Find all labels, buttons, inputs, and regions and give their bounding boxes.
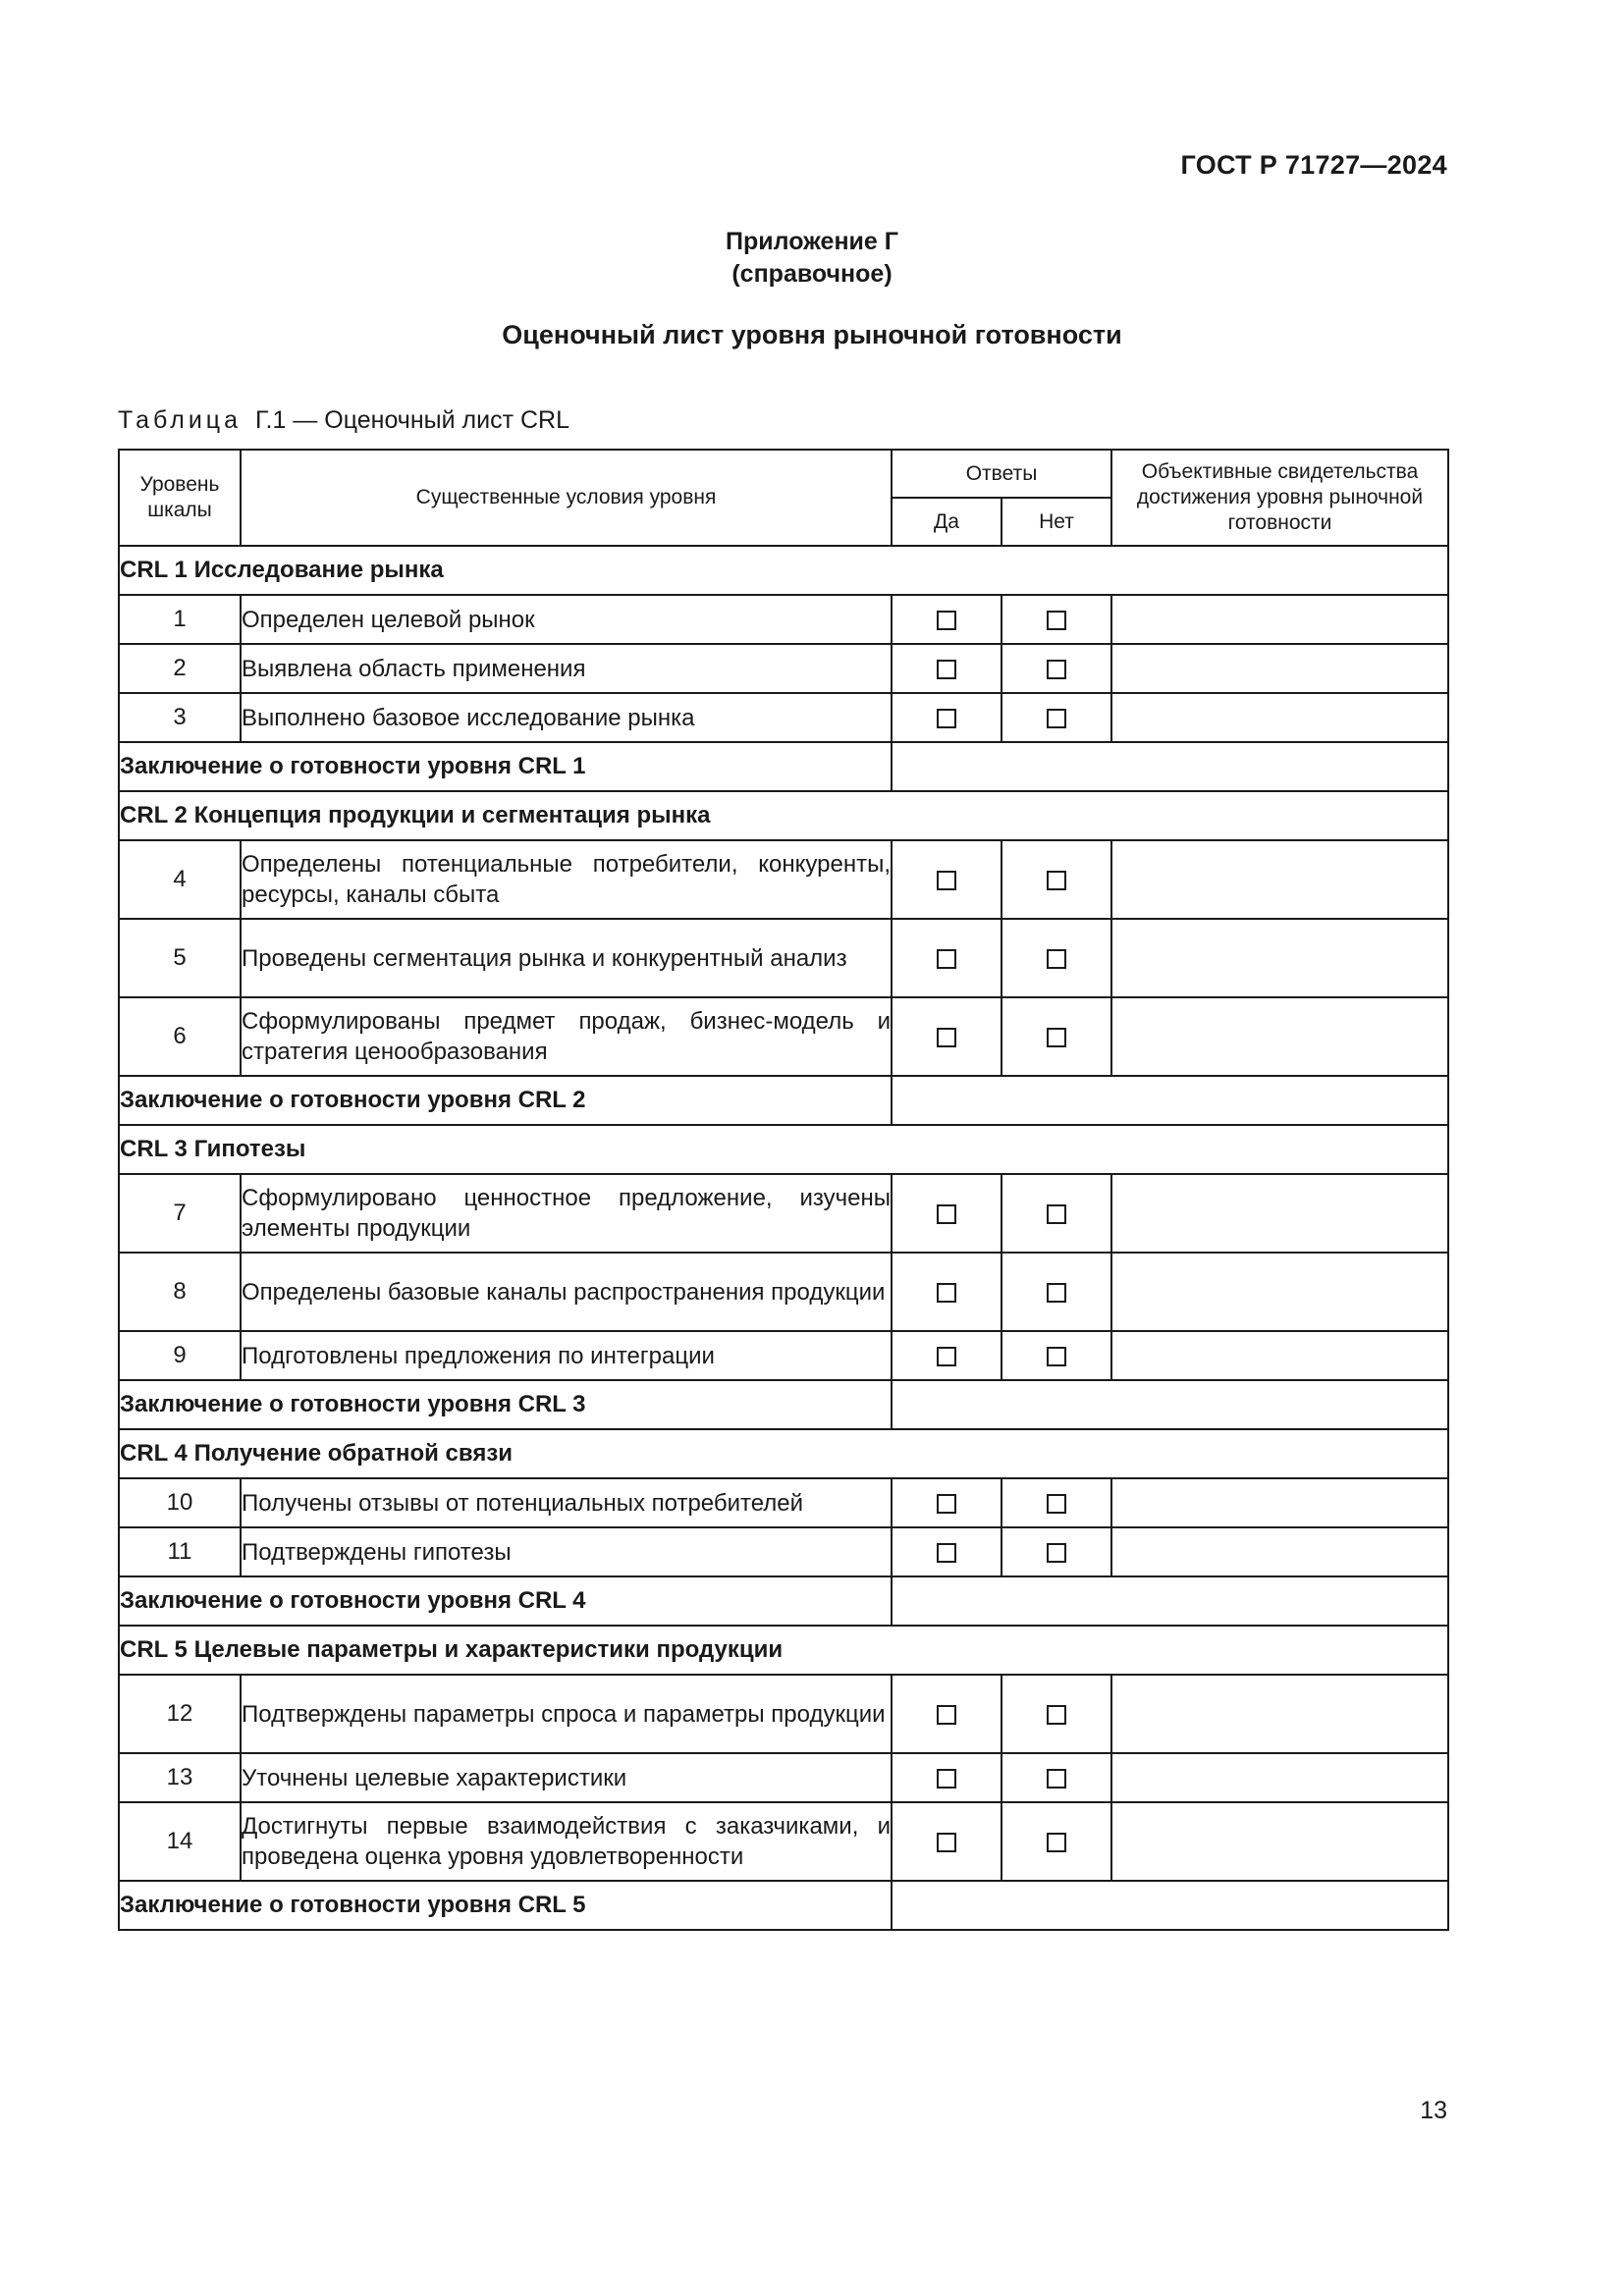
no-checkbox[interactable]	[1047, 1028, 1066, 1047]
evidence-cell[interactable]	[1111, 1802, 1448, 1881]
no-checkbox[interactable]	[1047, 1204, 1066, 1224]
row-number: 1	[119, 595, 241, 644]
no-checkbox[interactable]	[1047, 660, 1066, 679]
sheet-title: Оценочный лист уровня рыночной готовности	[502, 320, 1122, 349]
section-heading-crl3: CRL 3 Гипотезы	[119, 1125, 1448, 1174]
yes-checkbox[interactable]	[937, 871, 956, 890]
no-checkbox[interactable]	[1047, 1283, 1066, 1303]
row-condition: Определен целевой рынок	[241, 595, 892, 644]
row-condition: Определены базовые каналы распространения продукции	[241, 1253, 892, 1331]
evidence-cell[interactable]	[1111, 1478, 1448, 1527]
evidence-cell[interactable]	[1111, 693, 1448, 742]
no-checkbox[interactable]	[1047, 1494, 1066, 1514]
row-condition: Выполнено базовое исследование рынка	[241, 693, 892, 742]
evidence-cell[interactable]	[1111, 1174, 1448, 1253]
no-checkbox[interactable]	[1047, 1769, 1066, 1789]
document-code: ГОСТ Р 71727—2024	[1180, 150, 1447, 180]
evidence-cell[interactable]	[1111, 840, 1448, 919]
evidence-cell[interactable]	[1111, 644, 1448, 693]
no-checkbox[interactable]	[1047, 1705, 1066, 1725]
no-checkbox[interactable]	[1047, 1347, 1066, 1366]
evidence-cell[interactable]	[1111, 997, 1448, 1076]
no-checkbox[interactable]	[1047, 709, 1066, 728]
row-condition: Сформулированы предмет продаж, бизнес-модель и стратегия ценообразования	[241, 997, 892, 1076]
row-number: 8	[119, 1253, 241, 1331]
header-answers: Ответы	[892, 450, 1111, 498]
section-heading-crl2: CRL 2 Концепция продукции и сегментация рынка	[119, 791, 1448, 840]
evidence-cell[interactable]	[1111, 1253, 1448, 1331]
table-row	[119, 595, 1448, 644]
row-number: 14	[119, 1802, 241, 1881]
yes-checkbox[interactable]	[937, 1705, 956, 1725]
row-number: 12	[119, 1675, 241, 1753]
conclusion-label-crl5: Заключение о готовности уровня CRL 5	[119, 1881, 892, 1930]
table-row	[119, 1331, 1448, 1380]
conclusion-value-cell[interactable]	[892, 1380, 1448, 1429]
yes-checkbox[interactable]	[937, 949, 956, 969]
evidence-cell[interactable]	[1111, 1331, 1448, 1380]
row-number: 11	[119, 1527, 241, 1576]
row-condition: Подтверждены параметры спроса и параметры продукции	[241, 1675, 892, 1753]
conclusion-value-cell[interactable]	[892, 742, 1448, 791]
section-heading-crl1: CRL 1 Исследование рынка	[119, 546, 1448, 595]
row-condition: Определены потенциальные потребители, конкуренты, ресурсы, каналы сбыта	[241, 840, 892, 919]
table-row	[119, 840, 1448, 919]
row-number: 7	[119, 1174, 241, 1253]
conclusion-value-cell[interactable]	[892, 1881, 1448, 1930]
yes-checkbox[interactable]	[937, 1283, 956, 1303]
table-row	[119, 693, 1448, 742]
table-caption-prefix: Таблица	[118, 406, 243, 434]
row-condition: Подготовлены предложения по интеграции	[241, 1331, 892, 1380]
section-heading-crl4: CRL 4 Получение обратной связи	[119, 1429, 1448, 1478]
yes-checkbox[interactable]	[937, 1543, 956, 1563]
header-evidence: Объективные свидетельства достижения уровня рыночной готовности	[1111, 450, 1448, 546]
row-number: 13	[119, 1753, 241, 1802]
conclusion-value-cell[interactable]	[892, 1076, 1448, 1125]
yes-checkbox[interactable]	[937, 709, 956, 728]
row-condition: Уточнены целевые характеристики	[241, 1753, 892, 1802]
table-row	[119, 1753, 1448, 1802]
appendix-heading	[0, 226, 1624, 291]
table-row	[119, 1675, 1448, 1753]
section-heading-crl5: CRL 5 Целевые параметры и характеристики продукции	[119, 1626, 1448, 1675]
header-yes: Да	[892, 498, 1001, 546]
yes-checkbox[interactable]	[937, 1028, 956, 1047]
appendix-title: Приложение Г	[726, 228, 898, 255]
conclusion-label-crl3: Заключение о готовности уровня CRL 3	[119, 1380, 892, 1429]
evidence-cell[interactable]	[1111, 1753, 1448, 1802]
evidence-cell[interactable]	[1111, 1527, 1448, 1576]
evidence-cell[interactable]	[1111, 1675, 1448, 1753]
row-number: 4	[119, 840, 241, 919]
yes-checkbox[interactable]	[937, 1347, 956, 1366]
header-level: Уровень шкалы	[119, 450, 241, 546]
no-checkbox[interactable]	[1047, 1543, 1066, 1563]
row-condition: Сформулировано ценностное предложение, изучены элементы продукции	[241, 1174, 892, 1253]
row-condition: Получены отзывы от потенциальных потребителей	[241, 1478, 892, 1527]
no-checkbox[interactable]	[1047, 949, 1066, 969]
no-checkbox[interactable]	[1047, 611, 1066, 630]
yes-checkbox[interactable]	[937, 1769, 956, 1789]
conclusion-label-crl2: Заключение о готовности уровня CRL 2	[119, 1076, 892, 1125]
crl-assessment-table	[118, 449, 1449, 1931]
yes-checkbox[interactable]	[937, 611, 956, 630]
row-number: 5	[119, 919, 241, 997]
table-row	[119, 919, 1448, 997]
conclusion-value-cell[interactable]	[892, 1576, 1448, 1626]
table-row	[119, 1174, 1448, 1253]
row-number: 3	[119, 693, 241, 742]
table-row	[119, 1527, 1448, 1576]
yes-checkbox[interactable]	[937, 1204, 956, 1224]
appendix-type: (справочное)	[731, 260, 893, 288]
table-caption-text: Г.1 — Оценочный лист CRL	[255, 406, 569, 434]
header-no: Нет	[1001, 498, 1111, 546]
row-condition: Проведены сегментация рынка и конкурентный анализ	[241, 919, 892, 997]
row-number: 6	[119, 997, 241, 1076]
no-checkbox[interactable]	[1047, 1833, 1066, 1852]
evidence-cell[interactable]	[1111, 919, 1448, 997]
row-number: 9	[119, 1331, 241, 1380]
no-checkbox[interactable]	[1047, 871, 1066, 890]
row-condition: Достигнуты первые взаимодействия с заказчиками, и проведена оценка уровня удовлетворенности	[241, 1802, 892, 1881]
row-number: 10	[119, 1478, 241, 1527]
evidence-cell[interactable]	[1111, 595, 1448, 644]
table-row	[119, 644, 1448, 693]
row-condition: Выявлена область применения	[241, 644, 892, 693]
table-row	[119, 1802, 1448, 1881]
header-conditions: Существенные условия уровня	[241, 450, 892, 546]
table-caption	[118, 406, 569, 435]
conclusion-label-crl1: Заключение о готовности уровня CRL 1	[119, 742, 892, 791]
yes-checkbox[interactable]	[937, 1494, 956, 1514]
table-row	[119, 1478, 1448, 1527]
table-row	[119, 997, 1448, 1076]
table-row	[119, 1253, 1448, 1331]
conclusion-label-crl4: Заключение о готовности уровня CRL 4	[119, 1576, 892, 1626]
page-number: 13	[1420, 2097, 1447, 2124]
row-condition: Подтверждены гипотезы	[241, 1527, 892, 1576]
yes-checkbox[interactable]	[937, 1833, 956, 1852]
row-number: 2	[119, 644, 241, 693]
yes-checkbox[interactable]	[937, 660, 956, 679]
